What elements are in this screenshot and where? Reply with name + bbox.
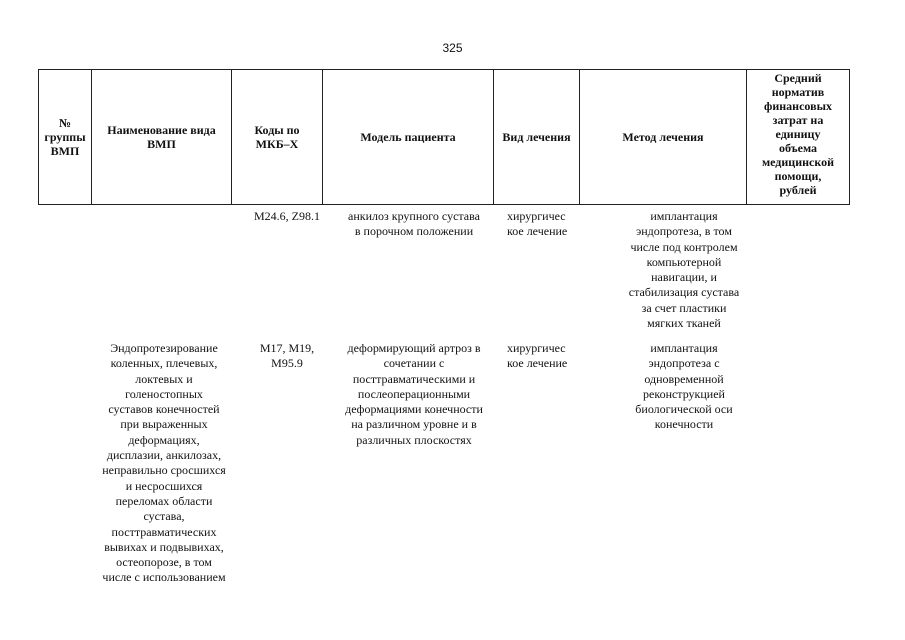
header-group-number: № группы ВМП — [39, 70, 92, 205]
treatment-type-cell: хирургичес кое лечение — [507, 209, 568, 239]
header-treatment-type: Вид лечения — [494, 70, 580, 205]
header-treatment-method: Метод лечения — [580, 70, 747, 205]
table-header-row — [39, 70, 850, 205]
vmp-name-cell: Эндопротезирование коленных, плечевых, локтевых и голеностопных суставов конечностей при выраженных деформациях, дисплазии, анкилозах, неправильно сросшихся и несросшихся переломах области сустава, посттравматических вывихах и подвывихах, остеопорозе, в том числе с использованием — [102, 341, 226, 585]
treatment-method-cell: имплантация эндопротеза, в том числе под контролем компьютерной навигации, и стабилизация сустава за счет пластики мягких тканей — [628, 209, 740, 331]
icd-codes-cell: M17, M19, M95.9 — [259, 341, 315, 371]
table-header — [38, 69, 850, 205]
header-vmp-name: Наименование вида ВМП — [92, 70, 232, 205]
treatment-method-cell: имплантация эндопротеза с одновременной реконструкцией биологической оси конечности — [635, 341, 733, 432]
patient-model-cell: деформирующий артроз в сочетании с посттравматическими и послеоперационными деформациями конечности на различном уровне и в различных плоскостях — [345, 341, 483, 447]
header-icd-codes: Коды по МКБ–Х — [232, 70, 323, 205]
treatment-type-cell: хирургичес кое лечение — [507, 341, 568, 371]
icd-codes-cell: M24.6, Z98.1 — [254, 209, 320, 223]
page-number: 325 — [442, 41, 463, 55]
header-patient-model: Модель пациента — [323, 70, 494, 205]
header-cost-norm: Средний норматив финансовых затрат на единицу объема медицинской помощи, рублей — [747, 70, 850, 205]
patient-model-cell: анкилоз крупного сустава в порочном положении — [348, 209, 480, 239]
